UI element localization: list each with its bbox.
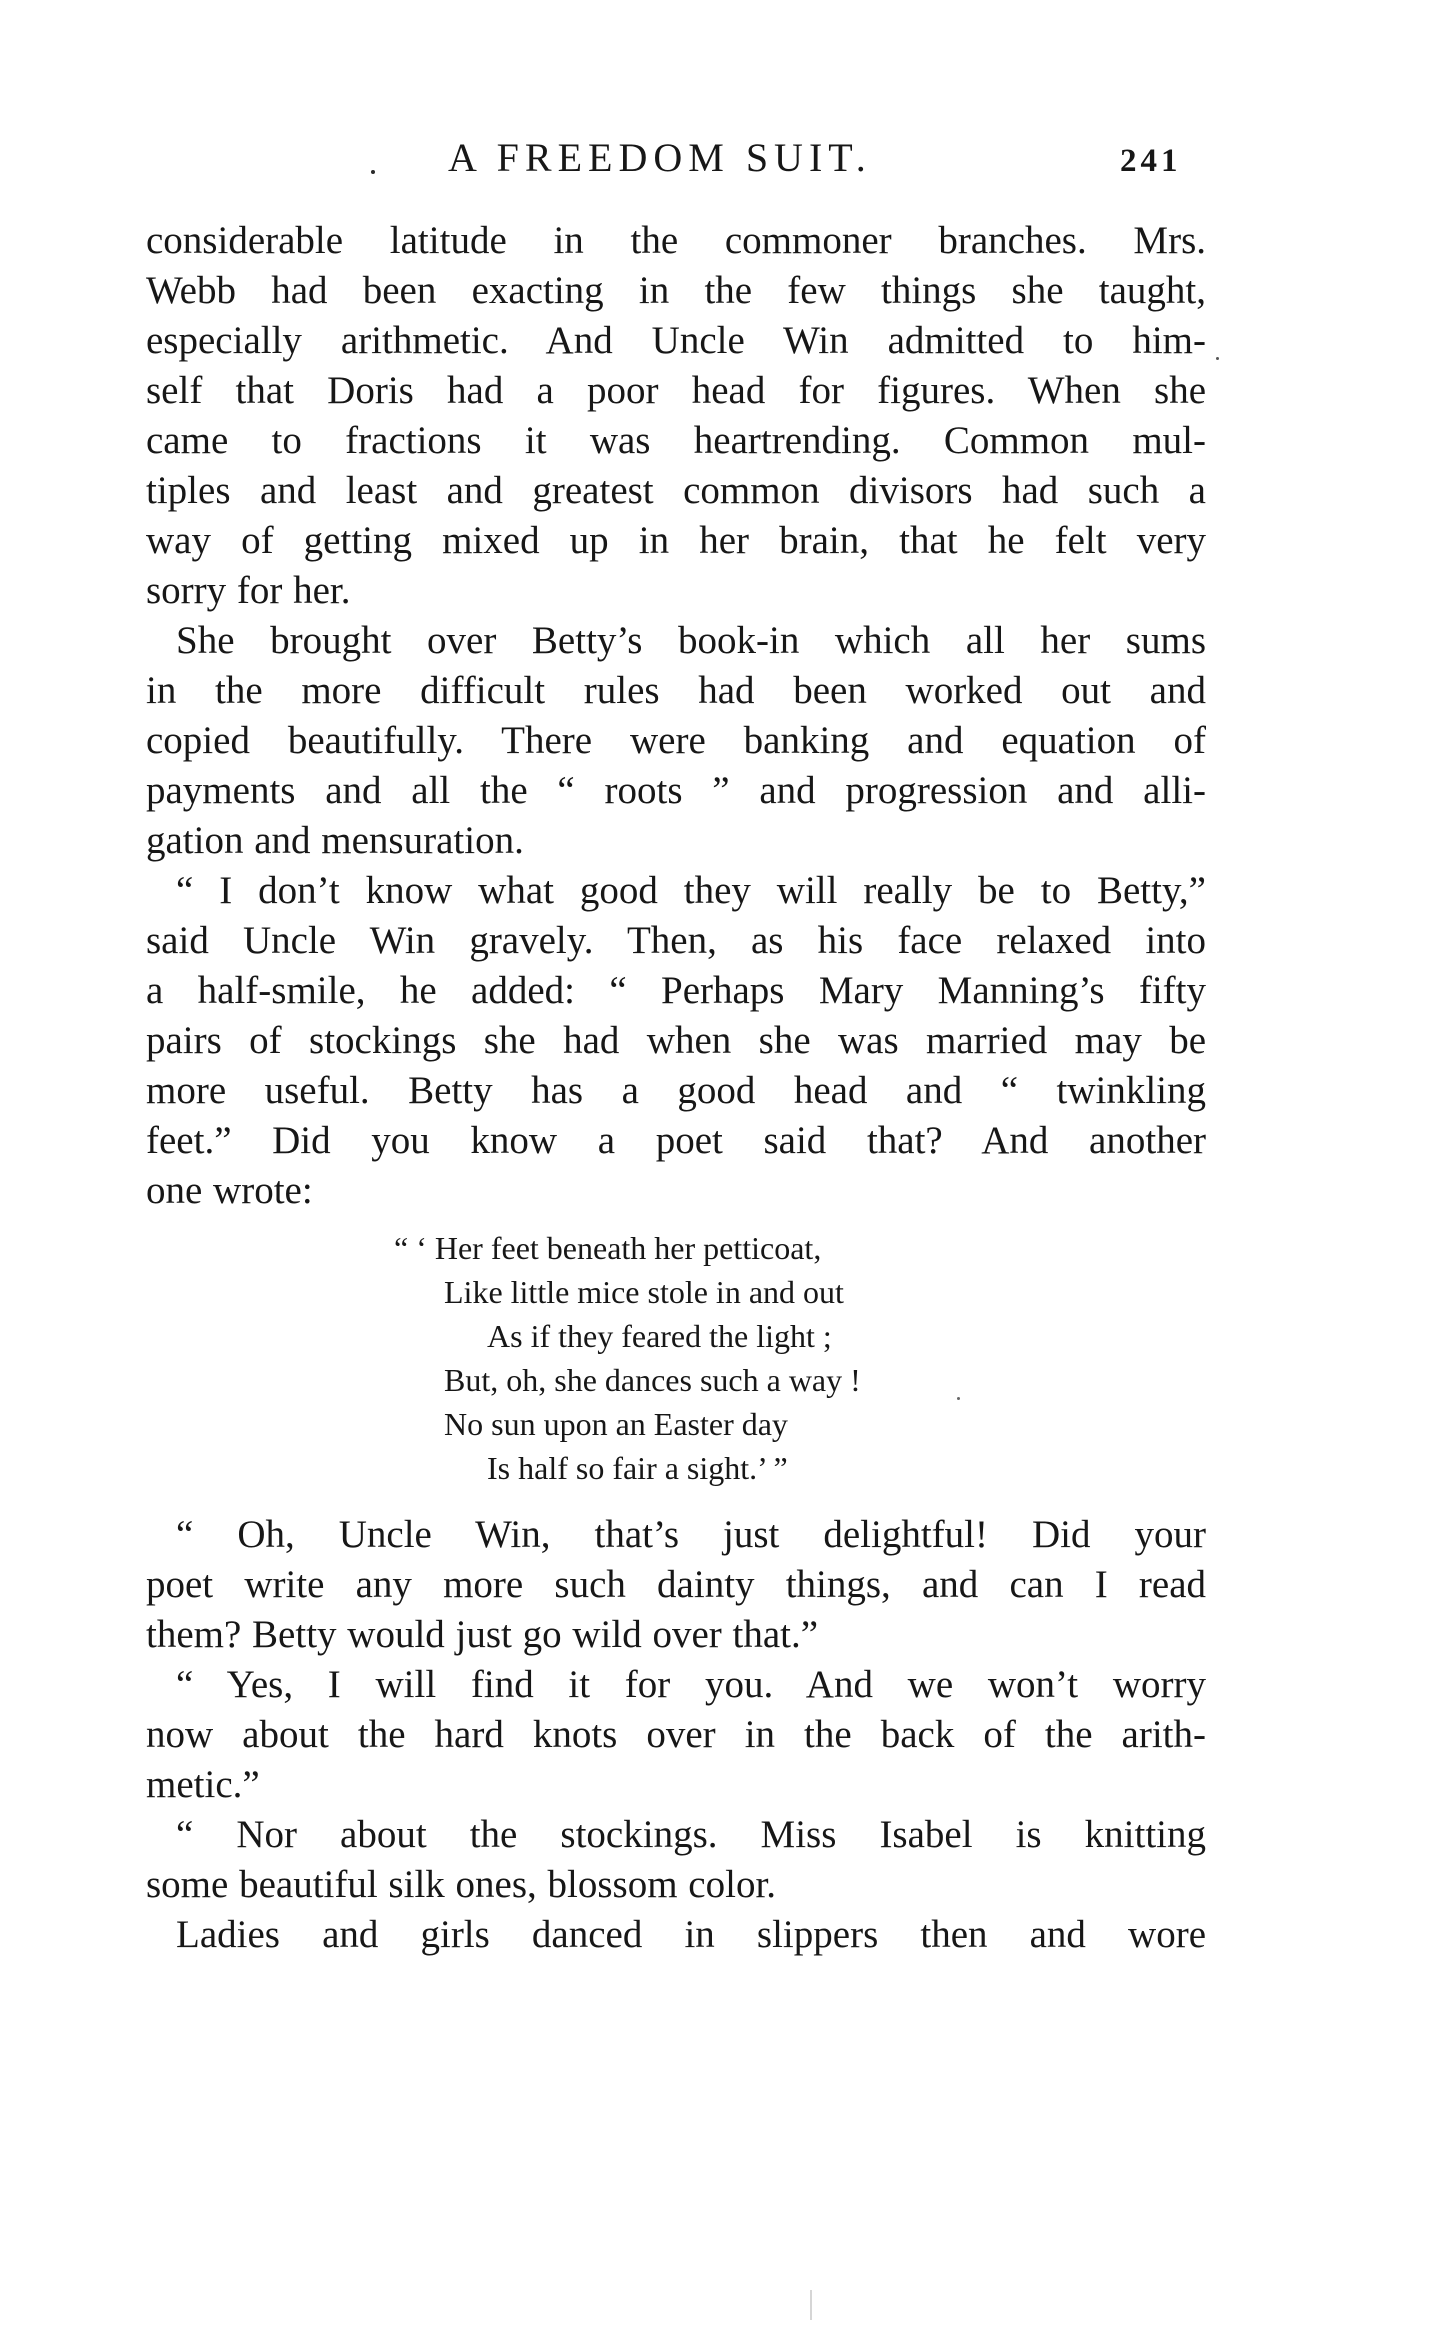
text-line: She brought over Betty’s book-in which all her sums [176, 619, 1206, 662]
page-title: A FREEDOM SUIT. [448, 135, 872, 180]
text-line: Ladies and girls danced in slippers then and wore [176, 1913, 1206, 1956]
text-line: pairs of stockings she had when she was married may be [146, 1019, 1206, 1062]
text-line: came to fractions it was heartrending. Common mul- [146, 419, 1206, 462]
page-number: 241 [1120, 143, 1182, 179]
text-line: especially arithmetic. And Uncle Win admitted to him- [146, 319, 1206, 362]
scan-artifact-line [810, 2290, 812, 2320]
verse-line: Is half so fair a sight.’ ” [487, 1450, 788, 1486]
text-line: payments and all the “ roots ” and progression and alli- [146, 769, 1206, 812]
verse-line: Like little mice stole in and out [444, 1274, 844, 1310]
paragraph [146, 616, 1206, 866]
text-line: gation and mensuration. [146, 819, 524, 862]
text-line: tiples and least and greatest common divisors had such a [146, 469, 1206, 512]
paragraph [146, 1910, 1206, 1960]
paragraph [146, 1510, 1206, 1660]
scan-speck [957, 1397, 960, 1400]
text-line: “ Oh, Uncle Win, that’s just delightful! Did your [176, 1513, 1206, 1556]
text-line: Webb had been exacting in the few things she taught, [146, 269, 1206, 312]
verse-line: As if they feared the light ; [487, 1318, 832, 1354]
scan-speck [371, 170, 375, 174]
text-line: some beautiful silk ones, blossom color. [146, 1863, 777, 1906]
text-line: “ Nor about the stockings. Miss Isabel is knitting [176, 1813, 1206, 1856]
paragraph [146, 216, 1206, 616]
verse-line: No sun upon an Easter day [444, 1406, 788, 1442]
page-body [146, 216, 1206, 1960]
text-line: “ Yes, I will find it for you. And we won’t worry [176, 1663, 1206, 1706]
verse-line: “ ‘ Her feet beneath her petticoat, [394, 1230, 822, 1266]
text-line: copied beautifully. There were banking and equation of [146, 719, 1206, 762]
scan-speck [1216, 357, 1219, 360]
text-line: self that Doris had a poor head for figures. When she [146, 369, 1206, 412]
paragraph [146, 1660, 1206, 1810]
text-line: considerable latitude in the commoner branches. Mrs. [146, 219, 1206, 262]
text-line: metic.” [146, 1763, 260, 1806]
text-line: way of getting mixed up in her brain, that he felt very [146, 519, 1206, 562]
text-line: in the more difficult rules had been worked out and [146, 669, 1206, 712]
verse-block [394, 1226, 1206, 1490]
text-line: said Uncle Win gravely. Then, as his face relaxed into [146, 919, 1206, 962]
text-line: one wrote: [146, 1169, 313, 1212]
paragraph [146, 1810, 1206, 1910]
text-line: them? Betty would just go wild over that.” [146, 1613, 819, 1656]
paragraph [146, 866, 1206, 1216]
text-line: poet write any more such dainty things, and can I read [146, 1563, 1206, 1606]
text-line: feet.” Did you know a poet said that? And another [146, 1119, 1206, 1162]
text-line: sorry for her. [146, 569, 351, 612]
text-line: “ I don’t know what good they will really be to Betty,” [176, 869, 1206, 912]
text-line: now about the hard knots over in the back of the arith- [146, 1713, 1206, 1756]
text-line: a half-smile, he added: “ Perhaps Mary Manning’s fifty [146, 969, 1206, 1012]
verse-line: But, oh, she dances such a way ! [444, 1362, 861, 1398]
text-line: more useful. Betty has a good head and “ twinkling [146, 1069, 1206, 1112]
